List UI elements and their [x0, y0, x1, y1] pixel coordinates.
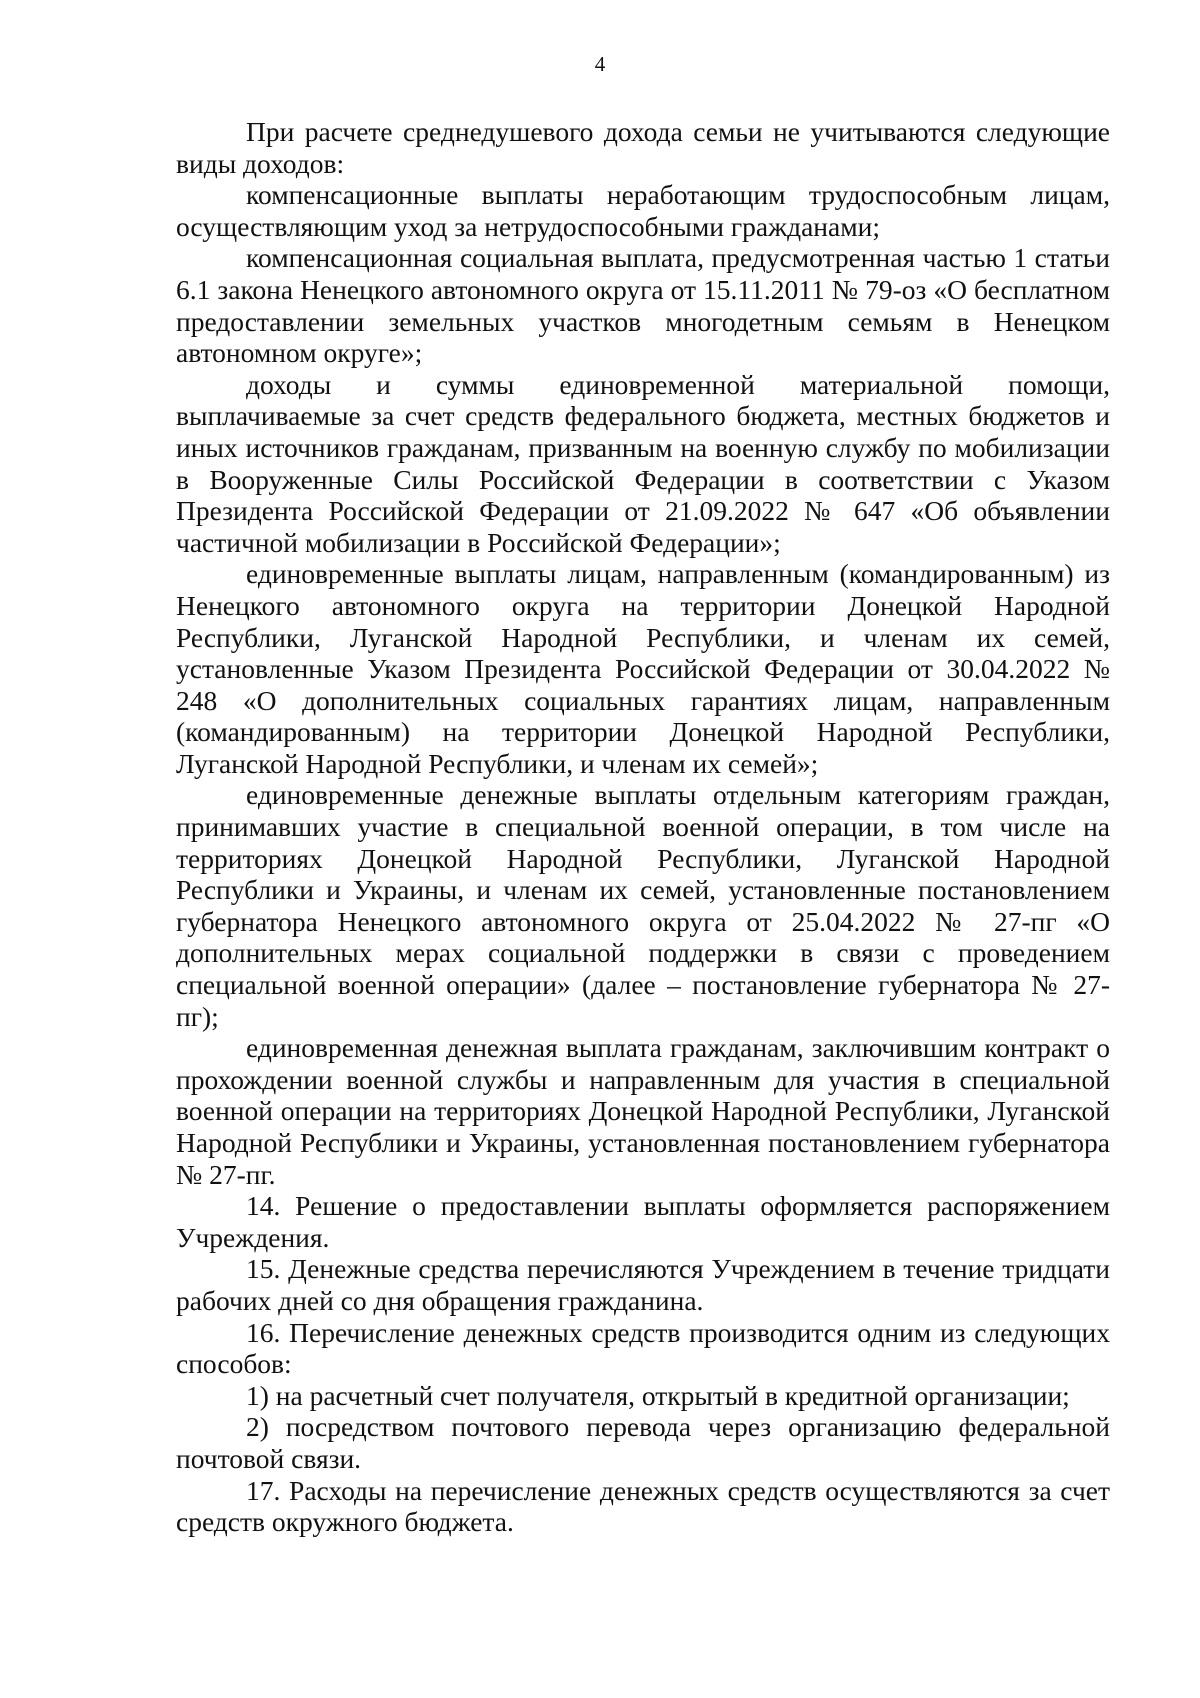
document-body: [176, 116, 1110, 1538]
paragraph-item-14: 14. Решение о предоставлении выплаты оформляется распоряжением Учреждения.: [176, 1190, 1110, 1253]
paragraph-special-operation-payments: единовременные денежные выплаты отдельным категориям граждан, принимавших участие в специальной военной операции, в том числе на территориях Донецкой Народной Республики, Луганской Народной Республики и Украины, и членам их семей, установленные постановлением губернатора Ненецкого автономного округа от 25.04.2022 № 27-пг «О дополнительных мерах социальной поддержки в связи с проведением специальной военной операции» (далее – постановление губернатора № 27-пг);: [176, 779, 1110, 1032]
paragraph-income-exclusions-intro: При расчете среднедушевого дохода семьи не учитываются следующие виды доходов:: [176, 116, 1110, 179]
paragraph-seconded-persons-payments: единовременные выплаты лицам, направленным (командированным) из Ненецкого автономного округа на территории Донецкой Народной Республики, Луганской Народной Республики, и членам их семей, установленные Указом Президента Российской Федерации от 30.04.2022 № 248 «О дополнительных социальных гарантиях лицам, направленным (командированным) на территории Донецкой Народной Республики, Луганской Народной Республики, и членам их семей»;: [176, 558, 1110, 779]
paragraph-item-15: 15. Денежные средства перечисляются Учреждением в течение тридцати рабочих дней со дня обращения гражданина.: [176, 1253, 1110, 1316]
paragraph-item-16: 16. Перечисление денежных средств производится одним из следующих способов:: [176, 1316, 1110, 1380]
paragraph-item-16-option-2: 2) посредством почтового перевода через организацию федеральной почтовой связи.: [176, 1411, 1110, 1474]
paragraph-compensation-caregivers: компенсационные выплаты неработающим трудоспособным лицам, осуществляющим уход за нетрудоспособными гражданами;: [176, 179, 1110, 242]
paragraph-mobilization-assistance: доходы и суммы единовременной материальной помощи, выплачиваемые за счет средств федерального бюджета, местных бюджетов и иных источников гражданам, призванным на военную службу по мобилизации в Вооруженные Силы Российской Федерации в соответствии с Указом Президента Российской Федерации от 21.09.2022 № 647 «Об объявлении частичной мобилизации в Российской Федерации»;: [176, 368, 1110, 558]
paragraph-item-16-option-1: 1) на расчетный счет получателя, открытый в кредитной организации;: [246, 1379, 1070, 1411]
page-number: 4: [594, 52, 606, 76]
paragraph-item-17: 17. Расходы на перечисление денежных средств осуществляются за счет средств окружного бюджета.: [176, 1474, 1110, 1538]
paragraph-contract-service-payment: единовременная денежная выплата гражданам, заключившим контракт о прохождении военной службы и направленным для участия в специальной военной операции на территориях Донецкой Народной Республики, Луганской Народной Республики и Украины, установленная постановлением губернатора № 27-пг.: [176, 1032, 1110, 1190]
paragraph-compensation-land-plots: компенсационная социальная выплата, предусмотренная частью 1 статьи 6.1 закона Ненецкого автономного округа от 15.11.2011 № 79-оз «О бесплатном предоставлении земельных участков многодетным семьям в Ненецком автономном округе»;: [176, 242, 1110, 369]
